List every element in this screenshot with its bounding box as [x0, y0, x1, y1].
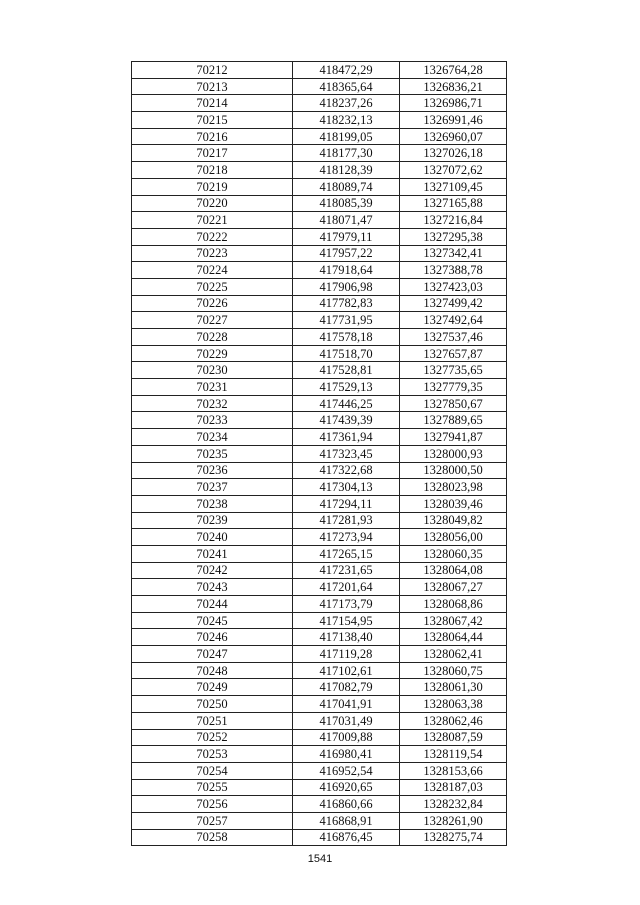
point-id-cell: 70255 — [132, 779, 293, 796]
y-coordinate-cell: 1328060,35 — [400, 545, 507, 562]
table-row — [132, 596, 507, 613]
point-id-cell: 70251 — [132, 712, 293, 729]
x-coordinate-cell: 418472,29 — [293, 62, 400, 79]
y-coordinate-cell: 1328087,59 — [400, 729, 507, 746]
x-coordinate-cell: 418237,26 — [293, 95, 400, 112]
table-row — [132, 512, 507, 529]
y-coordinate-cell: 1327657,87 — [400, 345, 507, 362]
table-row — [132, 679, 507, 696]
table-row — [132, 762, 507, 779]
y-coordinate-cell: 1328063,38 — [400, 696, 507, 713]
y-coordinate-cell: 1327165,88 — [400, 195, 507, 212]
table-row — [132, 629, 507, 646]
point-id-cell: 70241 — [132, 545, 293, 562]
point-id-cell: 70238 — [132, 495, 293, 512]
x-coordinate-cell: 417918,64 — [293, 262, 400, 279]
table-row — [132, 479, 507, 496]
table-row — [132, 262, 507, 279]
y-coordinate-cell: 1328275,74 — [400, 829, 507, 846]
point-id-cell: 70248 — [132, 662, 293, 679]
x-coordinate-cell: 417273,94 — [293, 529, 400, 546]
point-id-cell: 70225 — [132, 278, 293, 295]
table-row — [132, 195, 507, 212]
point-id-cell: 70218 — [132, 162, 293, 179]
y-coordinate-cell: 1326960,07 — [400, 128, 507, 145]
x-coordinate-cell: 417138,40 — [293, 629, 400, 646]
point-id-cell: 70250 — [132, 696, 293, 713]
x-coordinate-cell: 417578,18 — [293, 329, 400, 346]
x-coordinate-cell: 418199,05 — [293, 128, 400, 145]
y-coordinate-cell: 1327295,38 — [400, 228, 507, 245]
table-row — [132, 362, 507, 379]
point-id-cell: 70230 — [132, 362, 293, 379]
point-id-cell: 70221 — [132, 212, 293, 229]
table-row — [132, 245, 507, 262]
point-id-cell: 70214 — [132, 95, 293, 112]
y-coordinate-cell: 1327072,62 — [400, 162, 507, 179]
x-coordinate-cell: 418365,64 — [293, 78, 400, 95]
coordinates-table-body — [132, 62, 507, 846]
table-row — [132, 612, 507, 629]
x-coordinate-cell: 417304,13 — [293, 479, 400, 496]
table-row — [132, 395, 507, 412]
y-coordinate-cell: 1326836,21 — [400, 78, 507, 95]
table-row — [132, 412, 507, 429]
point-id-cell: 70220 — [132, 195, 293, 212]
x-coordinate-cell: 417446,25 — [293, 395, 400, 412]
x-coordinate-cell: 417082,79 — [293, 679, 400, 696]
table-row — [132, 462, 507, 479]
y-coordinate-cell: 1328153,66 — [400, 762, 507, 779]
point-id-cell: 70213 — [132, 78, 293, 95]
point-id-cell: 70222 — [132, 228, 293, 245]
point-id-cell: 70233 — [132, 412, 293, 429]
x-coordinate-cell: 417957,22 — [293, 245, 400, 262]
table-row — [132, 278, 507, 295]
x-coordinate-cell: 417528,81 — [293, 362, 400, 379]
point-id-cell: 70212 — [132, 62, 293, 79]
point-id-cell: 70231 — [132, 379, 293, 396]
table-row — [132, 379, 507, 396]
point-id-cell: 70239 — [132, 512, 293, 529]
x-coordinate-cell: 417529,13 — [293, 379, 400, 396]
y-coordinate-cell: 1327779,35 — [400, 379, 507, 396]
table-row — [132, 128, 507, 145]
y-coordinate-cell: 1328000,50 — [400, 462, 507, 479]
point-id-cell: 70247 — [132, 646, 293, 663]
table-row — [132, 162, 507, 179]
y-coordinate-cell: 1327216,84 — [400, 212, 507, 229]
x-coordinate-cell: 417201,64 — [293, 579, 400, 596]
table-row — [132, 712, 507, 729]
x-coordinate-cell: 417518,70 — [293, 345, 400, 362]
x-coordinate-cell: 417265,15 — [293, 545, 400, 562]
table-row — [132, 729, 507, 746]
x-coordinate-cell: 417782,83 — [293, 295, 400, 312]
point-id-cell: 70249 — [132, 679, 293, 696]
table-row — [132, 746, 507, 763]
y-coordinate-cell: 1327941,87 — [400, 429, 507, 446]
point-id-cell: 70246 — [132, 629, 293, 646]
x-coordinate-cell: 417119,28 — [293, 646, 400, 663]
table-row — [132, 312, 507, 329]
table-row — [132, 562, 507, 579]
x-coordinate-cell: 417906,98 — [293, 278, 400, 295]
y-coordinate-cell: 1328119,54 — [400, 746, 507, 763]
point-id-cell: 70237 — [132, 479, 293, 496]
point-id-cell: 70219 — [132, 178, 293, 195]
x-coordinate-cell: 417294,11 — [293, 495, 400, 512]
table-row — [132, 295, 507, 312]
x-coordinate-cell: 417041,91 — [293, 696, 400, 713]
x-coordinate-cell: 418071,47 — [293, 212, 400, 229]
table-row — [132, 329, 507, 346]
y-coordinate-cell: 1328060,75 — [400, 662, 507, 679]
table-row — [132, 829, 507, 846]
y-coordinate-cell: 1327388,78 — [400, 262, 507, 279]
table-row — [132, 78, 507, 95]
x-coordinate-cell: 418232,13 — [293, 112, 400, 129]
point-id-cell: 70235 — [132, 445, 293, 462]
y-coordinate-cell: 1327537,46 — [400, 329, 507, 346]
x-coordinate-cell: 418089,74 — [293, 178, 400, 195]
table-row — [132, 779, 507, 796]
table-row — [132, 95, 507, 112]
table-row — [132, 112, 507, 129]
x-coordinate-cell: 416868,91 — [293, 812, 400, 829]
y-coordinate-cell: 1328000,93 — [400, 445, 507, 462]
y-coordinate-cell: 1328064,44 — [400, 629, 507, 646]
point-id-cell: 70258 — [132, 829, 293, 846]
y-coordinate-cell: 1328067,27 — [400, 579, 507, 596]
point-id-cell: 70226 — [132, 295, 293, 312]
y-coordinate-cell: 1328049,82 — [400, 512, 507, 529]
table-row — [132, 696, 507, 713]
y-coordinate-cell: 1328232,84 — [400, 796, 507, 813]
x-coordinate-cell: 416860,66 — [293, 796, 400, 813]
x-coordinate-cell: 417281,93 — [293, 512, 400, 529]
x-coordinate-cell: 418085,39 — [293, 195, 400, 212]
table-row — [132, 579, 507, 596]
y-coordinate-cell: 1327423,03 — [400, 278, 507, 295]
page-number: 1541 — [307, 853, 333, 865]
table-row — [132, 495, 507, 512]
y-coordinate-cell: 1328062,46 — [400, 712, 507, 729]
point-id-cell: 70252 — [132, 729, 293, 746]
table-row — [132, 345, 507, 362]
y-coordinate-cell: 1327735,65 — [400, 362, 507, 379]
y-coordinate-cell: 1328056,00 — [400, 529, 507, 546]
point-id-cell: 70236 — [132, 462, 293, 479]
y-coordinate-cell: 1326986,71 — [400, 95, 507, 112]
y-coordinate-cell: 1326764,28 — [400, 62, 507, 79]
point-id-cell: 70228 — [132, 329, 293, 346]
table-row — [132, 62, 507, 79]
x-coordinate-cell: 417361,94 — [293, 429, 400, 446]
point-id-cell: 70216 — [132, 128, 293, 145]
point-id-cell: 70244 — [132, 596, 293, 613]
table-row — [132, 662, 507, 679]
table-row — [132, 646, 507, 663]
point-id-cell: 70257 — [132, 812, 293, 829]
x-coordinate-cell: 418128,39 — [293, 162, 400, 179]
y-coordinate-cell: 1327499,42 — [400, 295, 507, 312]
x-coordinate-cell: 417009,88 — [293, 729, 400, 746]
point-id-cell: 70224 — [132, 262, 293, 279]
table-row — [132, 212, 507, 229]
point-id-cell: 70254 — [132, 762, 293, 779]
point-id-cell: 70240 — [132, 529, 293, 546]
point-id-cell: 70215 — [132, 112, 293, 129]
table-row — [132, 445, 507, 462]
table-row — [132, 145, 507, 162]
x-coordinate-cell: 417102,61 — [293, 662, 400, 679]
table-row — [132, 429, 507, 446]
point-id-cell: 70232 — [132, 395, 293, 412]
x-coordinate-cell: 418177,30 — [293, 145, 400, 162]
x-coordinate-cell: 417439,39 — [293, 412, 400, 429]
y-coordinate-cell: 1328039,46 — [400, 495, 507, 512]
y-coordinate-cell: 1328023,98 — [400, 479, 507, 496]
x-coordinate-cell: 417173,79 — [293, 596, 400, 613]
y-coordinate-cell: 1327026,18 — [400, 145, 507, 162]
table-row — [132, 545, 507, 562]
table-row — [132, 796, 507, 813]
y-coordinate-cell: 1327109,45 — [400, 178, 507, 195]
y-coordinate-cell: 1328061,30 — [400, 679, 507, 696]
point-id-cell: 70217 — [132, 145, 293, 162]
x-coordinate-cell: 417979,11 — [293, 228, 400, 245]
y-coordinate-cell: 1328068,86 — [400, 596, 507, 613]
y-coordinate-cell: 1328067,42 — [400, 612, 507, 629]
x-coordinate-cell: 416980,41 — [293, 746, 400, 763]
point-id-cell: 70242 — [132, 562, 293, 579]
point-id-cell: 70234 — [132, 429, 293, 446]
y-coordinate-cell: 1328187,03 — [400, 779, 507, 796]
point-id-cell: 70229 — [132, 345, 293, 362]
y-coordinate-cell: 1327889,65 — [400, 412, 507, 429]
point-id-cell: 70227 — [132, 312, 293, 329]
table-row — [132, 529, 507, 546]
x-coordinate-cell: 416876,45 — [293, 829, 400, 846]
point-id-cell: 70223 — [132, 245, 293, 262]
x-coordinate-cell: 416952,54 — [293, 762, 400, 779]
point-id-cell: 70253 — [132, 746, 293, 763]
point-id-cell: 70245 — [132, 612, 293, 629]
y-coordinate-cell: 1327492,64 — [400, 312, 507, 329]
y-coordinate-cell: 1328261,90 — [400, 812, 507, 829]
y-coordinate-cell: 1326991,46 — [400, 112, 507, 129]
table-row — [132, 812, 507, 829]
x-coordinate-cell: 417323,45 — [293, 445, 400, 462]
x-coordinate-cell: 417154,95 — [293, 612, 400, 629]
y-coordinate-cell: 1328064,08 — [400, 562, 507, 579]
y-coordinate-cell: 1328062,41 — [400, 646, 507, 663]
x-coordinate-cell: 417322,68 — [293, 462, 400, 479]
x-coordinate-cell: 417731,95 — [293, 312, 400, 329]
coordinates-table — [131, 61, 507, 846]
y-coordinate-cell: 1327342,41 — [400, 245, 507, 262]
table-row — [132, 228, 507, 245]
point-id-cell: 70243 — [132, 579, 293, 596]
x-coordinate-cell: 417031,49 — [293, 712, 400, 729]
x-coordinate-cell: 416920,65 — [293, 779, 400, 796]
y-coordinate-cell: 1327850,67 — [400, 395, 507, 412]
table-row — [132, 178, 507, 195]
point-id-cell: 70256 — [132, 796, 293, 813]
x-coordinate-cell: 417231,65 — [293, 562, 400, 579]
